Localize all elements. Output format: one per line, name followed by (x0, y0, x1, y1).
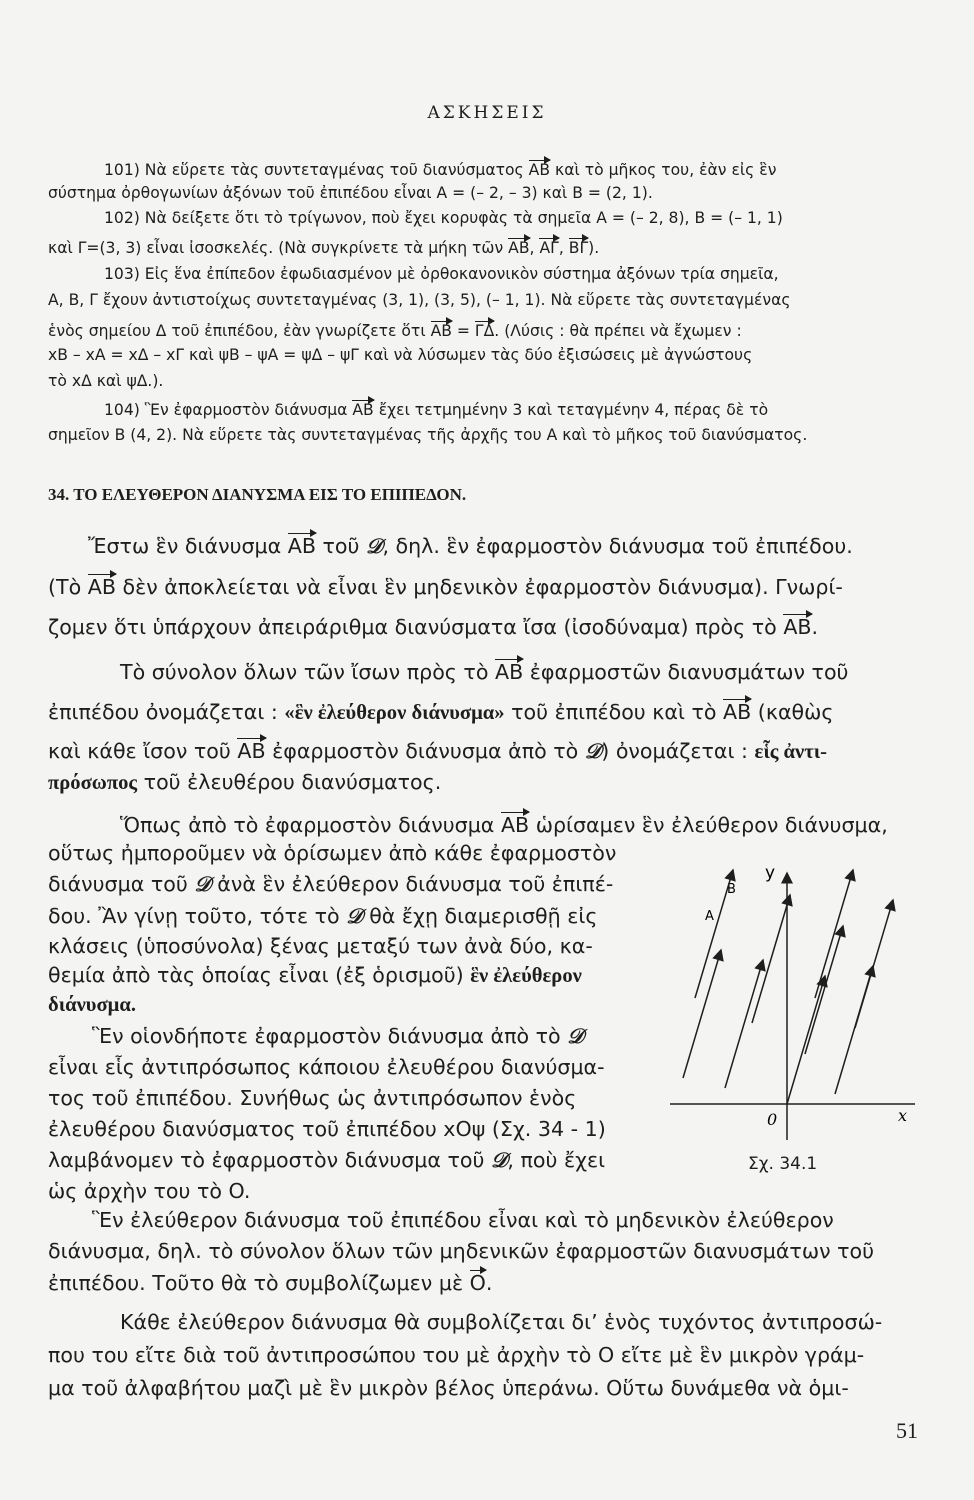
p6-line3: μα τοῦ ἀλφαβήτου μαζὶ μὲ ἓν μικρὸν βέλος ὑπεράνω. Οὕτω δυνάμεθα νὰ ὁμι- (48, 1376, 849, 1400)
ex102-line2: καὶ Γ=(3, 3) εἶναι ἰσοσκελές. (Νὰ συγκρίνετε τὰ μήκη τῶν ΑΒ, ΑΓ, ΒΓ). (48, 239, 600, 257)
free-vector-arrow (787, 976, 825, 1104)
plane-symbol: 𝒟 (194, 872, 211, 896)
ex104-line1: 104) Ἓν ἐφαρμοστὸν διάνυσμα ΑΒ ἔχει τετμημένην 3 καὶ τεταγμένην 4, πέρας δὲ τὸ (104, 401, 769, 419)
page-number: 51 (896, 1418, 918, 1443)
vector-ab: ΑΒ (237, 739, 266, 763)
ex102-line1: 102) Νὰ δείξετε ὅτι τὸ τρίγωνον, ποὺ ἔχει κορυφὰς τὰ σημεῖα Α = (– 2, 8), Β = (– 1, 1) (104, 209, 783, 227)
section-heading: 34. ΤΟ ΕΛΕΥΘΕΡΟΝ ΔΙΑΝΥΣΜΑ ΕΙΣ ΤΟ ΕΠΙΠΕΔΟΝ. (48, 485, 467, 504)
p2-line2: ἐπιπέδου ὀνομάζεται : «ἓν ἐλεύθερον διάνυσμα» τοῦ ἐπιπέδου καὶ τὸ ΑΒ (καθὼς (48, 700, 834, 724)
free-vector-term: ἓν ἐλεύθερον (470, 965, 582, 987)
p3-line7: διάνυσμα. (48, 994, 136, 1016)
free-vector-arrow (695, 870, 733, 998)
vector-ab: ΑΒ (528, 161, 551, 179)
p3-line6: θεμία ἀπὸ τὰς ὁποίας εἶναι (ἐξ ὁρισμοῦ) ἓν ἐλεύθερον (48, 963, 582, 987)
vector-ab: ΑΒ (508, 239, 530, 257)
p4-line4: ἐλευθέρου διανύσματος τοῦ ἐπιπέδου xOψ (Σχ. 34 - 1) (48, 1117, 606, 1141)
p4-line1: Ἓν οἱονδήποτε ἐφαρμοστὸν διάνυσμα ἀπὸ τὸ 𝒟 (92, 1024, 584, 1048)
p1-line2: (Τὸ ΑΒ δὲν ἀποκλείεται νὰ εἶναι ἓν μηδενικὸν ἐφαρμοστὸν διάνυσμα). Γνωρί- (48, 575, 843, 599)
p4-line2: εἶναι εἷς ἀντιπρόσωπος κάποιου ἐλευθέρου διανύσμα- (48, 1055, 605, 1079)
plane-symbol: 𝒟 (584, 739, 602, 763)
vector-bg: ΒΓ (568, 239, 589, 257)
ex103-line2: Α, Β, Γ ἔχουν ἀντιστοίχως συντεταγμένας (3, 1), (3, 5), (– 1, 1). Νὰ εὕρετε τὰς συντεταγμένας (48, 291, 791, 309)
vector-ab: ΑΒ (287, 534, 316, 558)
representative-term: εἷς ἀντι- (754, 741, 827, 763)
p3-line5: κλάσεις (ὑποσύνολα) ξένας μεταξύ των ἀνὰ δύο, κα- (48, 934, 593, 958)
plane-symbol: 𝒟 (366, 534, 383, 558)
ex101-line2: σύστημα ὀρθογωνίων ἀξόνων τοῦ ἐπιπέδου εἶναι Α = (– 2, – 3) καὶ Β = (2, 1). (48, 184, 653, 202)
vector-ag: ΑΓ (539, 239, 559, 257)
free-vector-arrow (805, 926, 843, 1054)
plane-symbol: 𝒟 (490, 1148, 508, 1172)
point-a-label: A (705, 909, 714, 924)
ex101-line1: 101) Νὰ εὕρετε τὰς συντεταγμένας τοῦ διανύσματος ΑΒ καὶ τὸ μῆκος του, ἐὰν εἰς ἓν (104, 161, 777, 179)
ex103-line4: xΒ – xΑ = xΔ – xΓ καὶ ψΒ – ψΑ = ψΔ – ψΓ καὶ νὰ λύσωμεν τὰς δύο ἐξισώσεις μὲ ἀγνώστους (48, 346, 753, 364)
point-b-label: B (727, 882, 736, 897)
p3-line4: δου. Ἂν γίνῃ τοῦτο, τότε τὸ 𝒟 θὰ ἔχῃ διαμερισθῇ εἰς (48, 904, 598, 928)
p4-line5: λαμβάνομεν τὸ ἐφαρμοστὸν διάνυσμα τοῦ 𝒟, ποὺ ἔχει (48, 1148, 606, 1172)
ex103-line1: 103) Εἰς ἕνα ἐπίπεδον ἐφωδιασμένον μὲ ὀρθοκανονικὸν σύστημα ἀξόνων τρία σημεῖα, (104, 265, 779, 283)
p5-line1: Ἓν ἐλεύθερον διάνυσμα τοῦ ἐπιπέδου εἶναι καὶ τὸ μηδενικὸν ἐλεύθερον (92, 1208, 834, 1232)
p1-line1: Ἔστω ἓν διάνυσμα ΑΒ τοῦ 𝒟, δηλ. ἓν ἐφαρμοστὸν διάνυσμα τοῦ ἐπιπέδου. (88, 534, 853, 558)
p4-line6: ὡς ἀρχὴν του τὸ O. (48, 1179, 251, 1203)
free-vector-arrow (683, 950, 721, 1078)
vector-ab: ΑΒ (723, 700, 752, 724)
p1-line3: ζομεν ὅτι ὑπάρχουν ἀπειράριθμα διανύσματα ἴσα (ἰσοδύναμα) πρὸς τὸ ΑΒ. (48, 615, 819, 639)
vector-gd: ΓΔ (474, 322, 495, 340)
vector-ab: ΑΒ (352, 401, 374, 419)
vector-ab: ΑΒ (783, 615, 812, 639)
free-vector-term: «ἓν ἐλεύθερον διάνυσμα» (284, 702, 505, 724)
p2-line3: καὶ κάθε ἴσον τοῦ ΑΒ ἐφαρμοστὸν διάνυσμα ἀπὸ τὸ 𝒟) ὀνομάζεται : εἷς ἀντι- (48, 739, 827, 763)
zero-vector: O (469, 1271, 486, 1295)
p6-line2: που του εἴτε διὰ τοῦ ἀντιπροσώπου του μὲ ἀρχὴν τὸ O εἴτε μὲ ἓν μικρὸν γράμ- (48, 1343, 865, 1367)
vector-ab: ΑΒ (87, 575, 116, 599)
figure-caption: Σχ. 34.1 (748, 1154, 818, 1174)
p5-line3: ἐπιπέδου. Τοῦτο θὰ τὸ συμβολίζωμεν μὲ O. (48, 1271, 493, 1295)
vector-ab: ΑΒ (500, 813, 530, 837)
p4-line3: τος τοῦ ἐπιπέδου. Συνήθως ὡς ἀντιπρόσωπον ἑνὸς (48, 1086, 577, 1110)
plane-symbol: 𝒟 (567, 1024, 584, 1048)
exercises-title: ΑΣΚΗΣΕΙΣ (427, 103, 547, 123)
figure-34-1 (665, 858, 925, 1148)
p3-line2: οὕτως ἠμποροῦμεν νὰ ὁρίσωμεν ἀπὸ κάθε ἐφαρμοστὸν (48, 841, 617, 865)
free-vector-arrow (815, 870, 853, 998)
y-axis-label: y (765, 863, 776, 883)
free-vector-arrow (855, 900, 893, 1028)
p2-line1: Τὸ σύνολον ὅλων τῶν ἴσων πρὸς τὸ ΑΒ ἐφαρμοστῶν διανυσμάτων τοῦ (120, 660, 849, 684)
p6-line1: Κάθε ἐλεύθερον διάνυσμα θὰ συμβολίζεται δι’ ἑνὸς τυχόντος ἀντιπροσώ- (120, 1310, 883, 1334)
x-axis-label: x (898, 1106, 908, 1125)
free-vector-arrow (725, 960, 763, 1088)
vector-ab: ΑΒ (430, 322, 452, 340)
origin-label: 0 (767, 1110, 778, 1129)
ex104-line2: σημεῖον Β (4, 2). Νὰ εὕρετε τὰς συντεταγμένας τῆς ἀρχῆς του Α καὶ τὸ μῆκος τοῦ διανύσματος. (48, 426, 808, 444)
free-vector-arrow (752, 895, 790, 1023)
p2-line4: πρόσωπος τοῦ ἐλευθέρου διανύσματος. (48, 770, 442, 794)
p3-line3: διάνυσμα τοῦ 𝒟 ἀνὰ ἓν ἐλεύθερον διάνυσμα τοῦ ἐπιπέ- (48, 872, 614, 896)
vector-ab: ΑΒ (494, 660, 524, 684)
p5-line2: διάνυσμα, δηλ. τὸ σύνολον ὅλων τῶν μηδενικῶν ἐφαρμοστῶν διανυσμάτων τοῦ (48, 1239, 875, 1263)
ex103-line5: τὸ xΔ καὶ ψΔ.). (48, 372, 164, 390)
plane-symbol: 𝒟 (346, 904, 363, 928)
ex103-line3: ἑνὸς σημείου Δ τοῦ ἐπιπέδου, ἐὰν γνωρίζετε ὅτι ΑΒ = ΓΔ. (Λύσις : θὰ πρέπει νὰ ἔχωμεν : (48, 322, 742, 340)
p3-line1: Ὅπως ἀπὸ τὸ ἐφαρμοστὸν διάνυσμα ΑΒ ὡρίσαμεν ἓν ἐλεύθερον διάνυσμα, (120, 813, 888, 837)
